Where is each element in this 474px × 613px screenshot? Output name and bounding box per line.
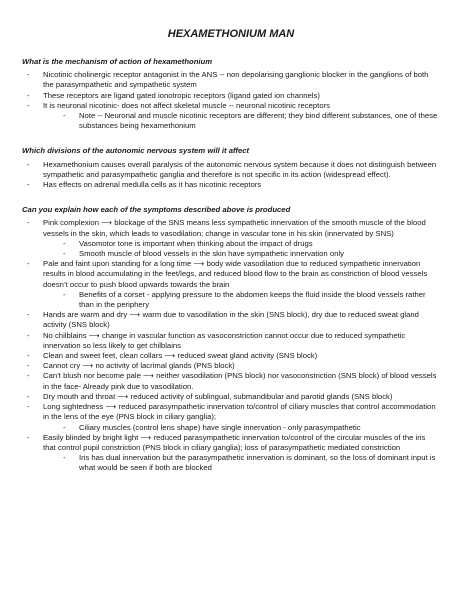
- bullet-item: [22, 402, 440, 422]
- sections-container: [22, 57, 440, 474]
- bullet-item: [22, 91, 440, 101]
- sub-bullet-item: - Vasomotor tone is important when thinking about the impact of drugs: [22, 239, 440, 249]
- bullet-text: Easily blinded by bright light ⟶ reduced parasympathetic innervation to/control of the circular muscles of the iris that control pupil constriction (PNS block in ciliary ganglia); loss of parasympathetic mediated constriction: [43, 432, 426, 452]
- bullet-item: [22, 371, 440, 391]
- section-3: [22, 205, 440, 473]
- section-2: [22, 146, 440, 190]
- bullet-text: It is neuronal nicotinic- does not affect skeletal muscle -- neuronal nicotinic receptors: [43, 100, 331, 110]
- bullet-text: Can’t blush nor become pale ⟶ neither vasodilation (PNS block) nor vasoconstriction (SNS block) of blood vessels in the face- Already pink due to vasodilation.: [43, 371, 437, 391]
- bullet-item: [22, 392, 440, 402]
- bullet-text: These receptors are ligand gated ionotropic receptors (ligand gated ion channels): [43, 90, 320, 100]
- bullet-list: [22, 218, 440, 473]
- bullet-text: Hands are warm and dry ⟶ warm due to vasodilation in the skin (SNS block), dry due to reduced sweat gland activity (SNS block): [43, 310, 419, 330]
- sub-bullet-item: - Ciliary muscles (control lens shape) have single innervation - only parasympathetic: [22, 423, 440, 433]
- bullet-item: [22, 101, 440, 111]
- bullet-item: [22, 160, 440, 180]
- bullet-item: [22, 310, 440, 330]
- bullet-text: Cannot cry ⟶ no activity of lacrimal glands (PNS block): [43, 361, 235, 371]
- bullet-text: Clean and sweet feet, clean collars ⟶ reduced sweat gland activity (SNS block): [43, 351, 318, 361]
- bullet-list: [22, 160, 440, 191]
- sub-bullet-item: - Benefits of a corset - applying pressure to the abdomen keeps the fluid inside the blood vessels rather than in the periphery: [22, 290, 440, 310]
- section-question: What is the mechanism of action of hexamethonium: [22, 57, 213, 66]
- bullet-text: Hexamethonium causes overall paralysis of the autonomic nervous system because it does not distinguish between sympathetic and parasympathetic ganglia and therefore is not specific in its action (widespread effect).: [43, 159, 437, 179]
- bullet-item: [22, 180, 440, 190]
- sub-bullet-list: [22, 423, 440, 433]
- bullet-item: [22, 361, 440, 371]
- sub-bullet-list: [22, 111, 440, 131]
- sub-bullet-list: [22, 453, 440, 473]
- page-title: HEXAMETHONIUM MAN: [167, 28, 295, 40]
- bullet-text: Pale and faint upon standing for a long time ⟶ body wide vasodilation due to reduced sympathetic innervation results in blood accumulating in the feet/legs, and reduced blood flow to the brain as constriction of blood vessels doesn’t occur to push blood upwards towards the brain: [43, 259, 428, 289]
- sub-bullet-item: - Smooth muscle of blood vessels in the skin have sympathetic innervation only: [22, 249, 440, 259]
- section-question: Which divisions of the autonomic nervous system will it affect: [22, 146, 250, 156]
- bullet-item: [22, 433, 440, 453]
- bullet-text: Pink complexion ⟶ blockage of the SNS means less sympathetic innervation of the smooth muscle of the blood vessels in the skin, which leads to vasodilation; change in vascular tone in his skin (innervated by SNS): [43, 218, 426, 238]
- sub-bullet-item: - Note -- Neuronal and muscle nicotinic receptors are different; they bind different substances, one of these substances being hexamethonium: [22, 111, 440, 131]
- bullet-text: Dry mouth and throat ⟶ reduced activity of sublingual, submandibular and parotid glands (SNS block): [43, 391, 393, 401]
- bullet-item: [22, 331, 440, 351]
- bullet-text: Long sightedness ⟶ reduced parasympathetic innervation to/control of ciliary muscles that control accommodation in the lens of the eye (PNS block in ciliary ganglia);: [43, 402, 436, 422]
- bullet-text: Nicotinic cholinergic receptor antagonist in the ANS -- non depolarising ganglionic blocker in the ganglions of both the parasympathetic and sympathetic system: [43, 70, 429, 90]
- section-question: Can you explain how each of the symptoms described above is produced: [22, 205, 291, 215]
- bullet-item: [22, 351, 440, 361]
- bullet-item: [22, 259, 440, 290]
- bullet-text: No chilblains ⟶ change in vascular function as vasoconstriction cannot occur due to reduced sympathetic innervation so less likely to get chilblains: [43, 330, 406, 350]
- section-1: [22, 57, 440, 131]
- sub-bullet-list: [22, 290, 440, 310]
- bullet-item: [22, 218, 440, 238]
- sub-bullet-item: - Iris has dual innervation but the parasympathetic innervation is dominant, so the loss of dominant input is what would be seen if both are blocked: [22, 453, 440, 473]
- bullet-item: [22, 70, 440, 90]
- sub-bullet-list: [22, 239, 440, 259]
- bullet-text: Has effects on adrenal medulla cells as it has nicotinic receptors: [43, 180, 262, 190]
- bullet-list: [22, 70, 440, 131]
